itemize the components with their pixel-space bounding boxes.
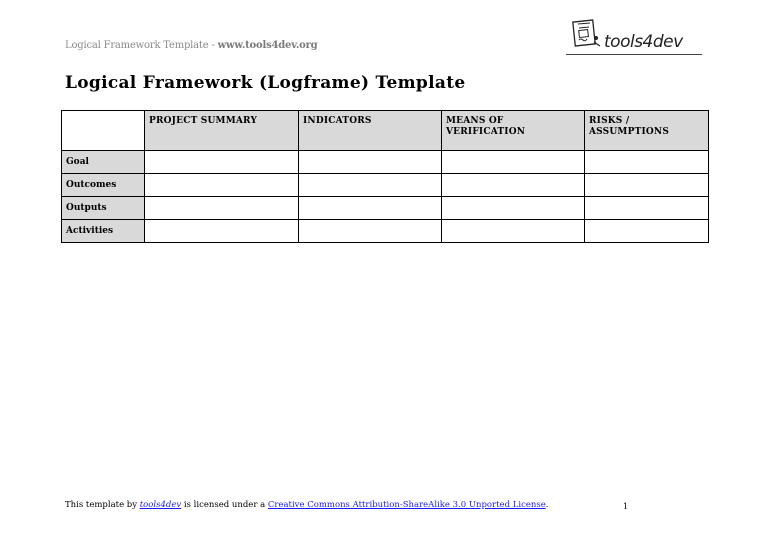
table-row-outputs (62, 197, 709, 220)
table-cell[interactable] (299, 151, 442, 174)
table-cell[interactable] (442, 220, 585, 243)
table-corner-cell (62, 111, 145, 151)
table-cell[interactable] (442, 197, 585, 220)
tools4dev-logo (566, 18, 702, 58)
column-header-means-of-verification (442, 111, 585, 151)
page-title: Logical Framework (Logframe) Template (65, 73, 466, 93)
table-cell[interactable] (299, 220, 442, 243)
table-cell[interactable] (145, 151, 299, 174)
table-cell[interactable] (585, 174, 709, 197)
logo-underline (566, 54, 702, 55)
table-row-goal (62, 151, 709, 174)
table-cell[interactable] (299, 197, 442, 220)
column-header-line: PROJECT SUMMARY (149, 116, 258, 126)
header-url: www.tools4dev.org (217, 40, 318, 51)
column-header-risks-assumptions (585, 111, 709, 151)
header-doc-name: Logical Framework Template - (65, 40, 218, 51)
logo-text: tools4dev (604, 32, 683, 52)
footer-prefix: This template by (65, 500, 140, 510)
notepad-doodle-icon (570, 18, 604, 52)
column-header-line: VERIFICATION (446, 127, 526, 137)
table-cell[interactable] (585, 197, 709, 220)
column-header-line: ASSUMPTIONS (589, 127, 670, 137)
logframe-table (61, 110, 709, 243)
row-label-goal: Goal (62, 151, 145, 174)
page-number: 1 (623, 502, 629, 511)
column-header-line: INDICATORS (303, 116, 372, 126)
column-header-line: MEANS OF (446, 116, 504, 126)
table-cell[interactable] (442, 151, 585, 174)
column-header-project-summary (145, 111, 299, 151)
table-cell[interactable] (145, 197, 299, 220)
table-row-activities (62, 220, 709, 243)
row-label-outputs: Outputs (62, 197, 145, 220)
column-header-line: RISKS / (589, 116, 630, 126)
document-header (65, 40, 317, 51)
row-label-activities: Activities (62, 220, 145, 243)
license-link[interactable]: Creative Commons Attribution-ShareAlike 3.0 Unported License (267, 500, 546, 510)
table-row-outcomes (62, 174, 709, 197)
license-footer (65, 500, 548, 510)
table-cell[interactable] (442, 174, 585, 197)
footer-suffix: . (545, 500, 549, 510)
footer-middle: is licensed under a (181, 500, 268, 510)
table-cell[interactable] (585, 151, 709, 174)
row-label-outcomes: Outcomes (62, 174, 145, 197)
table-cell[interactable] (585, 220, 709, 243)
table-cell[interactable] (299, 174, 442, 197)
table-cell[interactable] (145, 220, 299, 243)
column-header-indicators (299, 111, 442, 151)
tools4dev-link[interactable]: tools4dev (139, 500, 182, 510)
table-header-row (62, 111, 709, 151)
table-cell[interactable] (145, 174, 299, 197)
